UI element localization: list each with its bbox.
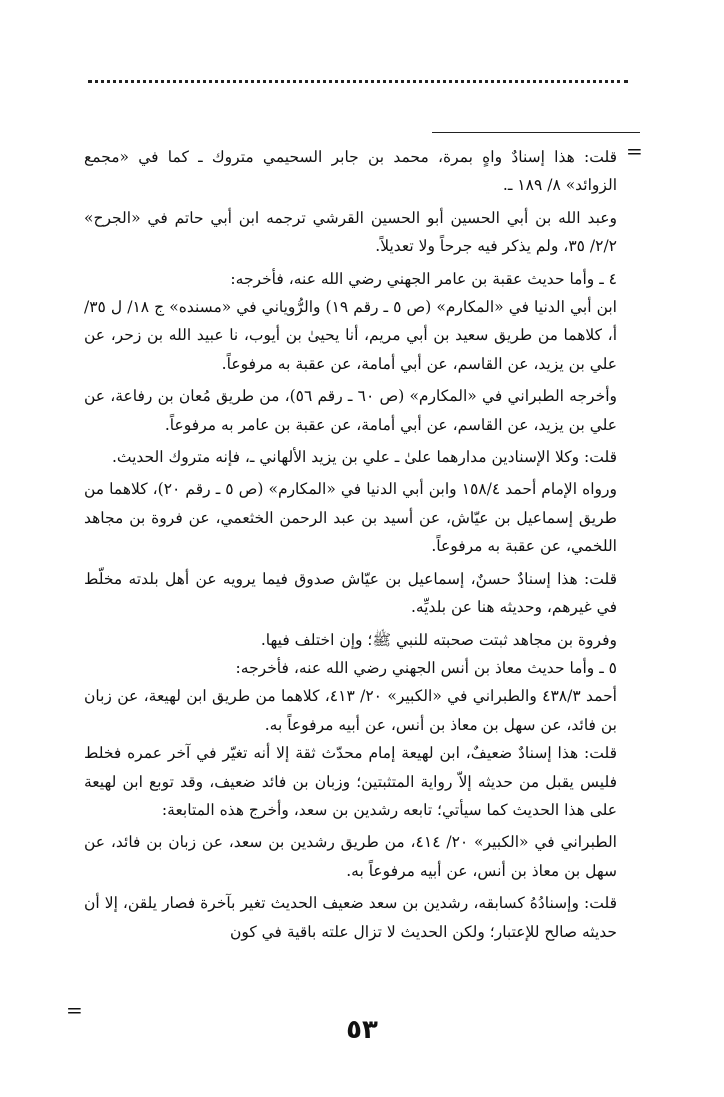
paragraph-3: ٤ ـ وأما حديث عقبة بن عامر الجهني رضي الله عنه، فأخرجه: [230, 269, 617, 288]
paragraph-11: أحمد ٤٣٨/٣ والطبراني في «الكبير» ٢٠/ ٤١٣، كلاهما من طريق ابن لهيعة، عن زبان بن فائد، عن سهل بن معاذ بن أنس، عن أبيه مرفوعاً به. [84, 687, 617, 734]
paragraph-14: قلت: وإسنادُهُ كسابقه، رشدين بن سعد ضعيف الحديث تغير بآخرة فصار يلقن، إلا أن حديثه صالح للإعتبار؛ ولكن الحديث لا تزال علته باقية في كون [84, 894, 617, 941]
paragraph-6: قلت: وكلا الإسنادين مدارهما علىٰ ـ علي بن يزيد الألهاني ـ، فإنه متروك الحديث. [111, 448, 617, 467]
paragraph-1: قلت: هذا إسنادٌ واهٍ بمرة، محمد بن جابر السحيمي متروك ـ كما في «مجمع الزوائد» ٨/ ١٨٩ ـ. [84, 148, 617, 195]
continuation-marker-end: = [66, 998, 83, 1022]
dotted-separator [88, 80, 628, 83]
paragraph-4: ابن أبي الدنيا في «المكارم» (ص ٥ ـ رقم ١٩) والرُّوياني في «مسنده» ج ١٨/ ل ٣٥/ أ، كلاهما من طريق سعيد بن أبي مريم، أنا يحيىٰ بن أيوب، نا عبيد الله بن زحر، عن علي بن يزيد، عن القاسم، عن أبي أمامة، عن عقبة به مرفوعاً. [84, 298, 617, 373]
continuation-marker-start: = [626, 139, 643, 163]
paragraph-10: ٥ ـ وأما حديث معاذ بن أنس الجهني رضي الله عنه، فأخرجه: [235, 658, 617, 677]
paragraph-13: الطبراني في «الكبير» ٢٠/ ٤١٤، من طريق رشدين بن سعد، عن زبان بن فائد، عن سهل بن معاذ بن أنس، عن أبيه مرفوعاً به. [84, 833, 617, 880]
section-rule [432, 132, 640, 133]
paragraph-9: وفروة بن مجاهد ثبتت صحبته للنبي ﷺ؛ وإن اختلف فيها. [260, 630, 617, 649]
paragraph-7: ورواه الإمام أحمد ١٥٨/٤ وابن أبي الدنيا في «المكارم» (ص ٥ ـ رقم ٢٠)، كلاهما من طريق إسماعيل بن عيّاش، عن أسيد بن عبد الرحمن الخثعمي، عن فروة بن مجاهد اللخمي، عن عقبة به مرفوعاً. [84, 480, 617, 556]
page-body [84, 143, 617, 946]
paragraph-5: وأخرجه الطبراني في «المكارم» (ص ٦٠ ـ رقم ٥٦)، من طريق مُعان بن رفاعة، عن علي بن يزيد، عن القاسم، عن أبي أمامة، عن عقبة بن عامر به مرفوعاً. [84, 387, 617, 434]
paragraph-2: وعبد الله بن أبي الحسين أبو الحسين القرشي ترجمه ابن أبي حاتم في «الجرح» ٢/٢/ ٣٥، ولم يذكر فيه جرحاً ولا تعديلاً. [84, 208, 617, 256]
paragraph-8: قلت: هذا إسنادٌ حسنٌ، إسماعيل بن عيّاش صدوق فيما يرويه عن أهل بلدته مخلّط في غيرهم، وحديثه هنا عن بلديِّه. [84, 569, 617, 617]
paragraph-12: قلت: هذا إسنادٌ ضعيفٌ، ابن لهيعة إمام محدّث ثقة إلا أنه تغيّر في آخر عمره فخلط فليس يقبل من حديثه إلاّ رواية المتثبتين؛ وزبان بن فائد ضعيف، وقد توبع ابن لهيعة على هذا الحديث كما سيأتي؛ تابعه رشدين بن سعد، وأخرج هذه المتابعة: [84, 744, 617, 819]
page-number: ٥٣ [346, 1015, 378, 1045]
